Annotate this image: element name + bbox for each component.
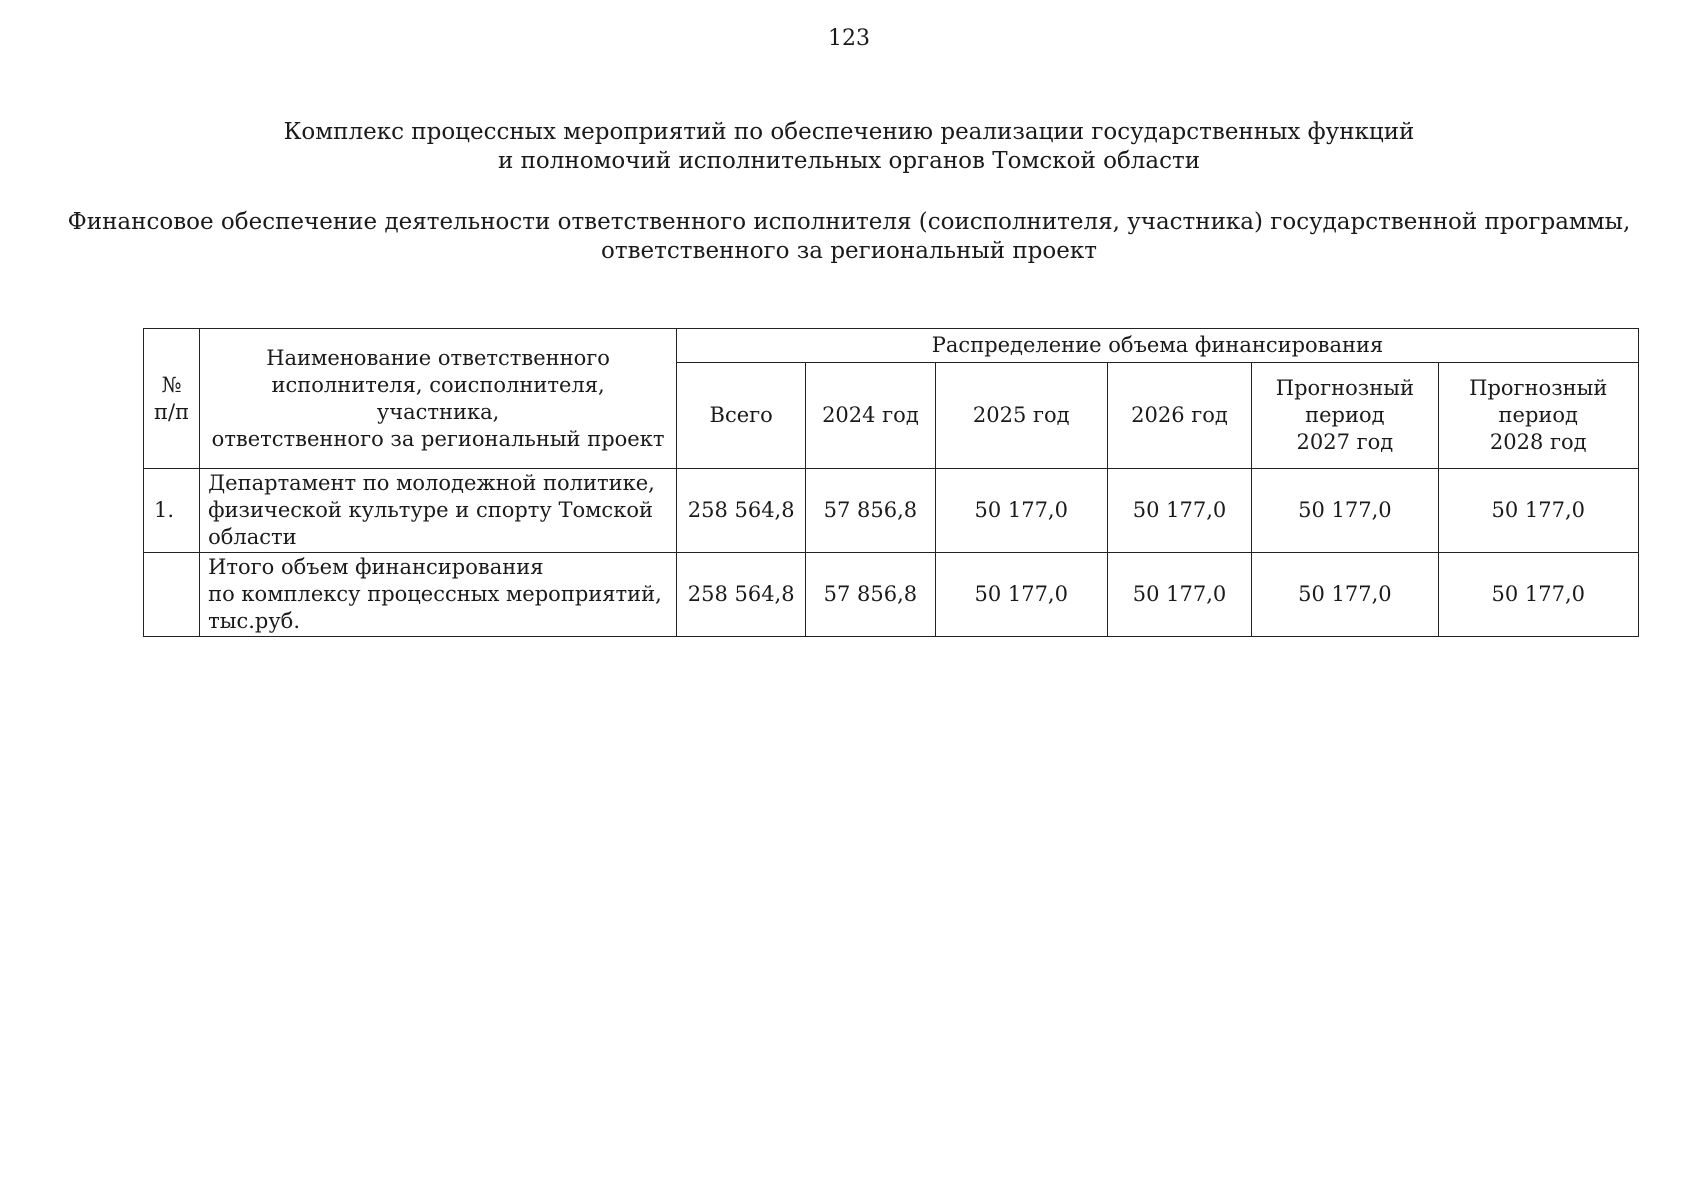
header-2028-line: 2028 год bbox=[1489, 430, 1587, 454]
cell-2028: 50 177,0 bbox=[1438, 553, 1638, 637]
document-title-line-2: и полномочий исполнительных органов Томской области bbox=[497, 148, 1201, 174]
header-2027-line: период bbox=[1305, 403, 1385, 427]
cell-num bbox=[144, 553, 200, 637]
cell-total: 258 564,8 bbox=[677, 469, 806, 553]
header-name-line: исполнителя, соисполнителя, участника, bbox=[271, 372, 605, 424]
cell-name-line: Итого объем финансирования bbox=[208, 555, 544, 579]
cell-name-line: области bbox=[208, 525, 297, 549]
cell-2027: 50 177,0 bbox=[1252, 553, 1438, 637]
document-subtitle-line-2: ответственного за региональный проект bbox=[601, 238, 1097, 264]
header-2025: 2025 год bbox=[935, 363, 1107, 469]
header-distribution: Распределение объема финансирования bbox=[677, 329, 1639, 363]
document-subtitle bbox=[0, 208, 1698, 266]
header-name-line: Наименование ответственного bbox=[266, 345, 610, 370]
cell-name bbox=[200, 469, 677, 553]
financing-table bbox=[143, 328, 1639, 637]
cell-2028: 50 177,0 bbox=[1438, 469, 1638, 553]
cell-2025: 50 177,0 bbox=[935, 469, 1107, 553]
cell-2024: 57 856,8 bbox=[806, 553, 935, 637]
header-2027 bbox=[1252, 363, 1438, 469]
document-subtitle-line-1: Финансовое обеспечение деятельности ответственного исполнителя (соисполнителя, участника) государственной программы, bbox=[67, 209, 1631, 235]
cell-name-line: Департамент по молодежной политике, bbox=[208, 471, 655, 495]
cell-2027: 50 177,0 bbox=[1252, 469, 1438, 553]
document-title-line-1: Комплекс процессных мероприятий по обеспечению реализации государственных функций bbox=[283, 119, 1415, 145]
cell-name-line: физической культуре и спорту Томской bbox=[208, 498, 653, 522]
header-total: Всего bbox=[677, 363, 806, 469]
table-row bbox=[144, 469, 1639, 553]
header-2028-line: период bbox=[1498, 403, 1578, 427]
header-num bbox=[144, 329, 200, 469]
cell-num: 1. bbox=[144, 469, 200, 553]
cell-name-line: по комплексу процессных мероприятий, bbox=[208, 582, 662, 606]
header-2028-line: Прогнозный bbox=[1469, 376, 1608, 400]
cell-2024: 57 856,8 bbox=[806, 469, 935, 553]
header-2028 bbox=[1438, 363, 1638, 469]
cell-name-line: тыс.руб. bbox=[208, 609, 300, 633]
page-number: 123 bbox=[828, 26, 870, 51]
header-2024: 2024 год bbox=[806, 363, 935, 469]
header-name bbox=[200, 329, 677, 469]
header-2026: 2026 год bbox=[1107, 363, 1251, 469]
header-2027-line: Прогнозный bbox=[1275, 376, 1414, 400]
cell-2025: 50 177,0 bbox=[935, 553, 1107, 637]
cell-2026: 50 177,0 bbox=[1107, 469, 1251, 553]
header-num-line: п/п bbox=[154, 399, 190, 424]
cell-name bbox=[200, 553, 677, 637]
cell-total: 258 564,8 bbox=[677, 553, 806, 637]
header-2027-line: 2027 год bbox=[1296, 430, 1394, 454]
document-title bbox=[0, 118, 1698, 176]
table-header-row bbox=[144, 329, 1639, 363]
header-num-line: № bbox=[161, 372, 182, 397]
cell-2026: 50 177,0 bbox=[1107, 553, 1251, 637]
table-row-total bbox=[144, 553, 1639, 637]
header-name-line: ответственного за региональный проект bbox=[211, 426, 665, 451]
